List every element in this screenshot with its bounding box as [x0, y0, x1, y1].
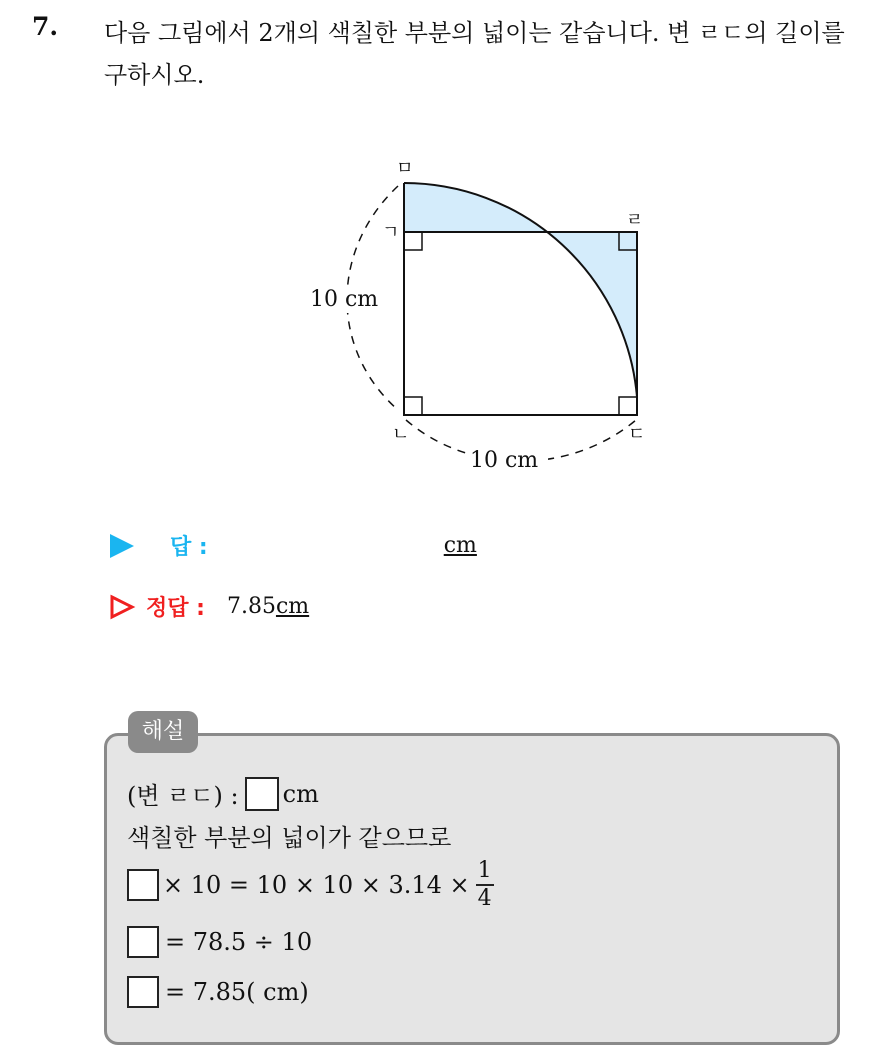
- explanation-tab: 해설: [128, 711, 198, 753]
- shaded-region-top: [404, 183, 546, 232]
- question-number: 7.: [32, 12, 59, 41]
- question-text: 다음 그림에서 2개의 색칠한 부분의 넓이는 같습니다. 변 ㄹㄷ의 길이를 구하시오.: [104, 19, 845, 89]
- explanation-box: [104, 733, 840, 1045]
- explanation-line-4: [127, 926, 312, 958]
- right-angle-mark: [619, 397, 637, 415]
- label-n: ㄴ: [392, 424, 410, 445]
- explanation-line1-prefix: (변 ㄹㄷ) :: [127, 782, 239, 810]
- right-angle-mark: [404, 397, 422, 415]
- label-r: ㄹ: [626, 210, 644, 231]
- blank-box: [245, 777, 279, 811]
- correct-unit: cm: [275, 594, 310, 619]
- shaded-region-right: [546, 232, 637, 397]
- quarter-circle-diagram: [296, 150, 646, 480]
- answer-row: [110, 530, 477, 561]
- blank-box: [127, 869, 159, 901]
- explanation-line-5: [127, 976, 309, 1008]
- label-m: ㅁ: [396, 158, 414, 179]
- correct-label: 정답 :: [146, 596, 205, 621]
- correct-value: 7.85: [226, 594, 276, 619]
- play-icon: [110, 534, 134, 558]
- side-left-length: 10 cm: [310, 287, 379, 312]
- blank-box: [127, 976, 159, 1008]
- explanation-line4-text: = 78.5 ÷ 10: [165, 928, 313, 956]
- blank-box: [127, 926, 159, 958]
- explanation-line1-unit: cm: [282, 779, 319, 808]
- correct-answer-row: [110, 591, 309, 622]
- answer-label: 답 :: [170, 535, 208, 560]
- explanation-line3-text: × 10 = 10 × 10 × 3.14 ×: [163, 871, 470, 899]
- play-outline-icon: [110, 595, 134, 619]
- explanation-line5-text: = 7.85( cm): [165, 978, 309, 1006]
- label-d: ㄷ: [628, 424, 646, 445]
- explanation-line-3: [127, 858, 494, 912]
- right-angle-mark: [404, 232, 422, 250]
- answer-unit: cm: [443, 533, 477, 558]
- explanation-line-2: 색칠한 부분의 넓이가 같으므로: [127, 824, 452, 852]
- side-bottom-length: 10 cm: [470, 448, 539, 473]
- fraction-one-quarter: $\frac{1}{4}$: [477, 858, 492, 911]
- explanation-line-1: [127, 776, 319, 811]
- label-g: ㄱ: [382, 222, 400, 243]
